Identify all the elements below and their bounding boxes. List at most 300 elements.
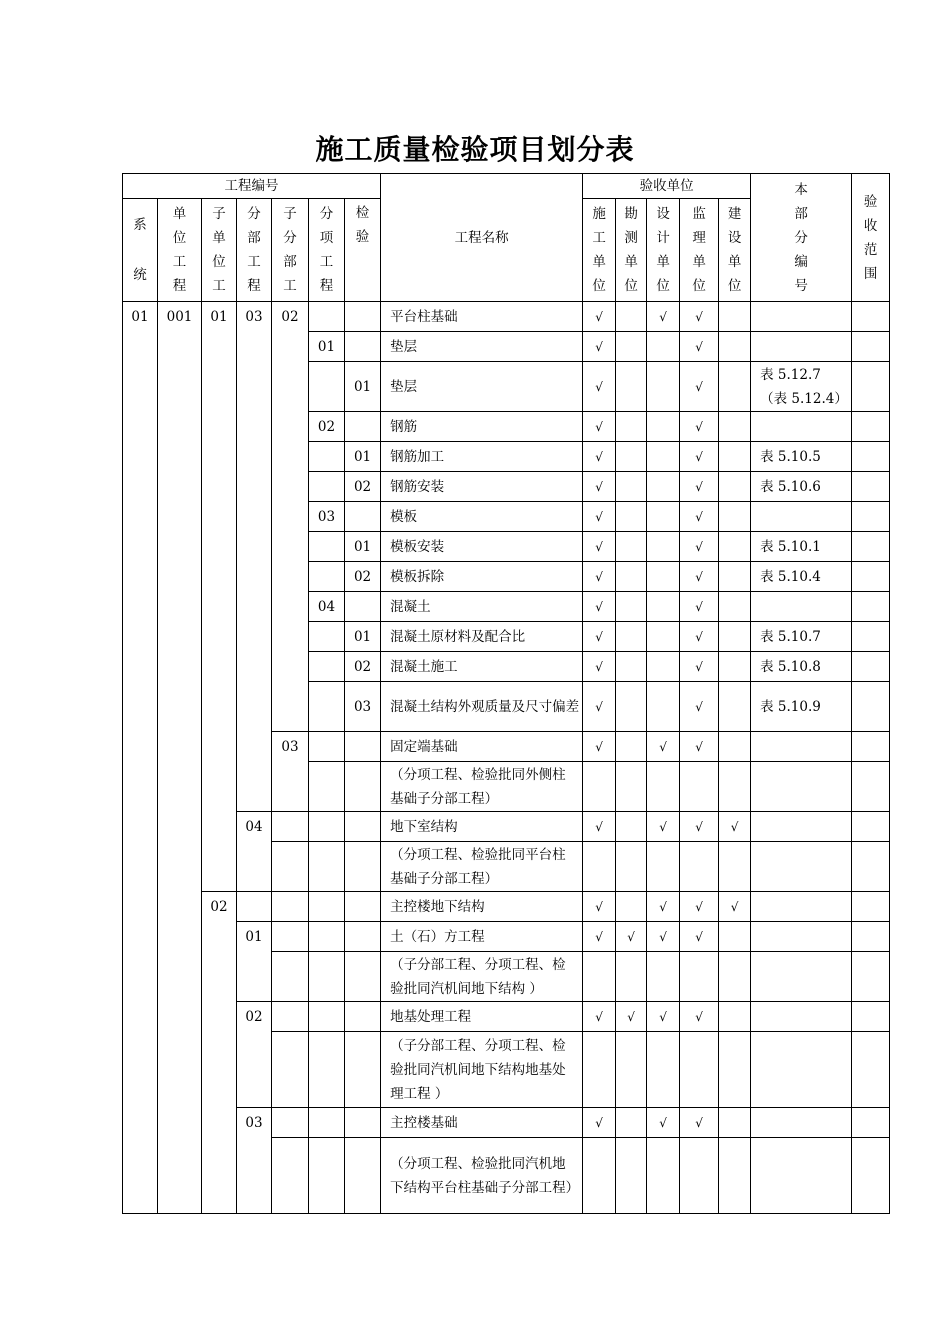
check-sg: √ [583,362,616,412]
header-group-accept: 验收单位 [583,174,751,199]
table-ref [751,1032,852,1108]
check-kc [616,532,647,562]
check-kc [616,762,647,812]
check-kc [616,332,647,362]
code-cell-c7: 01 [345,362,381,412]
table-ref [751,892,852,922]
item-name: 模板 [381,502,583,532]
check-sg: √ [583,732,616,762]
header-char: 验 [863,193,878,210]
code-cell-c6 [309,922,345,952]
check-sg [583,762,616,812]
header-char: 设 [656,206,670,222]
code-cell-c7: 01 [345,532,381,562]
table-ref: 表 5.10.5 [751,442,852,472]
table-ref [751,332,852,362]
check-js [719,1002,751,1032]
item-name: 模板安装 [381,532,583,562]
check-kc [616,442,647,472]
code-cell-c5 [272,842,309,892]
table-row [123,1002,890,1032]
code-cell-c7: 02 [345,472,381,502]
check-sg: √ [583,302,616,332]
check-sg: √ [583,472,616,502]
check-sj [647,622,680,652]
item-name: 垫层 [381,332,583,362]
header-char: 分 [247,206,261,222]
item-name: 模板拆除 [381,562,583,592]
item-name: （子分部工程、分项工程、检验批同汽机间地下结构地基处理工程 ） [381,1032,583,1108]
scope-cell [852,1138,890,1214]
table-row [123,1108,890,1138]
scope-cell [852,472,890,502]
check-sj: √ [647,812,680,842]
check-kc [616,1108,647,1138]
table-ref: 表 5.12.7（表 5.12.4） [751,362,852,412]
scope-cell [852,1002,890,1032]
header-char: 工 [319,254,334,270]
check-js [719,922,751,952]
code-cell-c3: 01 [202,302,237,892]
code-cell-c5 [272,952,309,1002]
header-char: 程 [319,278,334,294]
check-jl [680,1138,719,1214]
check-js [719,332,751,362]
check-jl [680,762,719,812]
check-sg [583,842,616,892]
header-char: 统 [133,267,147,283]
check-sj [647,502,680,532]
scope-cell [852,732,890,762]
code-cell-c7 [345,812,381,842]
check-kc [616,952,647,1002]
header-char: 子 [283,206,297,222]
check-kc [616,622,647,652]
check-js [719,502,751,532]
code-cell-c6 [309,762,345,812]
header-xitong [123,199,158,302]
header-char: 本 [794,181,808,198]
table-ref [751,762,852,812]
check-sj [647,332,680,362]
check-sj: √ [647,732,680,762]
item-name: 钢筋安装 [381,472,583,502]
item-name: 钢筋加工 [381,442,583,472]
header-char: 围 [863,265,878,282]
header-char: 部 [247,230,261,246]
code-cell-c6 [309,682,345,732]
code-cell-c7 [345,1032,381,1108]
code-cell-c6: 04 [309,592,345,622]
check-sj [647,532,680,562]
code-cell-c6 [309,532,345,562]
check-kc [616,1032,647,1108]
check-jl: √ [680,892,719,922]
table-ref: 表 5.10.1 [751,532,852,562]
code-cell-c6 [309,732,345,762]
code-cell-c6 [309,652,345,682]
header-danwei [158,199,202,302]
check-kc [616,592,647,622]
check-sj [647,562,680,592]
inspection-table [122,173,890,1214]
check-sg: √ [583,532,616,562]
item-name: 主控楼基础 [381,1108,583,1138]
code-cell-c7 [345,732,381,762]
table-row [123,812,890,842]
check-sg: √ [583,812,616,842]
table-row [123,892,890,922]
code-cell-c7: 01 [345,442,381,472]
code-cell-c6 [309,952,345,1002]
check-js [719,1138,751,1214]
check-sj [647,842,680,892]
header-char: 分 [319,206,334,222]
code-cell-c7 [345,412,381,442]
header-char: 位 [656,278,670,294]
scope-cell [852,762,890,812]
check-sj: √ [647,1108,680,1138]
header-shigong [583,199,616,302]
check-sj: √ [647,1002,680,1032]
scope-cell [852,592,890,622]
check-js [719,362,751,412]
code-cell-c7 [345,922,381,952]
item-name: 钢筋 [381,412,583,442]
header-kance [616,199,647,302]
header-char: 号 [794,277,808,294]
check-js [719,762,751,812]
header-char: 监 [692,206,706,222]
header-zifenbu [272,199,309,302]
table-ref: 表 5.10.6 [751,472,852,502]
header-char: 位 [692,278,706,294]
check-js [719,532,751,562]
header-char: 程 [247,278,261,294]
check-jl: √ [680,812,719,842]
header-char: 单 [592,254,606,270]
check-sj [647,592,680,622]
check-jl [680,952,719,1002]
item-name: 混凝土 [381,592,583,622]
check-js [719,682,751,732]
header-char: 单 [656,254,670,270]
check-sg: √ [583,442,616,472]
check-jl: √ [680,732,719,762]
scope-cell [852,682,890,732]
header-char: 单 [172,206,187,222]
header-char: 工 [592,230,606,246]
item-name: 混凝土结构外观质量及尺寸偏差 [381,682,583,732]
header-char: 设 [727,230,742,246]
code-cell-c7 [345,952,381,1002]
check-js [719,952,751,1002]
check-sg: √ [583,502,616,532]
item-name: （分项工程、检验批同外侧柱基础子分部工程） [381,762,583,812]
header-char: 编 [794,253,808,270]
check-kc [616,412,647,442]
scope-cell [852,442,890,472]
code-cell-c6 [309,892,345,922]
header-group-code: 工程编号 [123,174,381,199]
scope-cell [852,622,890,652]
page-title: 施工质量检验项目划分表 [315,133,635,166]
header-char: 工 [212,278,226,294]
check-kc: √ [616,1002,647,1032]
code-cell-c7 [345,1138,381,1214]
check-jl: √ [680,362,719,412]
header-char: 位 [592,278,606,294]
check-jl: √ [680,592,719,622]
check-js [719,652,751,682]
check-sj [647,1138,680,1214]
item-name: 混凝土原材料及配合比 [381,622,583,652]
header-char: 部 [283,254,297,270]
code-cell-c5 [272,812,309,842]
header-jianyan [345,199,381,302]
check-jl: √ [680,332,719,362]
check-jl: √ [680,442,719,472]
check-js [719,1108,751,1138]
code-cell-c7 [345,302,381,332]
scope-cell [852,532,890,562]
check-sg: √ [583,562,616,592]
check-sj [647,682,680,732]
check-js [719,732,751,762]
code-cell-c2: 001 [158,302,202,1214]
check-kc [616,652,647,682]
table-ref [751,922,852,952]
check-sg: √ [583,1108,616,1138]
check-js [719,472,751,502]
check-js: √ [719,812,751,842]
header-char: 系 [133,217,147,233]
check-sg: √ [583,682,616,732]
header-char: 施 [592,206,606,222]
check-kc [616,472,647,502]
check-kc [616,842,647,892]
scope-cell [852,812,890,842]
table-ref [751,812,852,842]
item-name: 混凝土施工 [381,652,583,682]
code-cell-c6 [309,1138,345,1214]
check-sj [647,762,680,812]
check-sg: √ [583,892,616,922]
item-name: 地基处理工程 [381,1002,583,1032]
code-cell-c4: 04 [237,812,272,892]
header-char: 单 [624,254,638,270]
item-name: 地下室结构 [381,812,583,842]
check-sj [647,442,680,472]
header-char: 范 [863,241,878,258]
table-row [123,922,890,952]
header-char: 理 [692,230,706,246]
item-name: （分项工程、检验批同汽机地下结构平台柱基础子分部工程） [381,1138,583,1214]
code-cell-c5 [272,1108,309,1138]
header-char: 单 [692,254,706,270]
code-cell-c7: 03 [345,682,381,732]
table-ref [751,952,852,1002]
check-jl: √ [680,472,719,502]
code-cell-c7 [345,892,381,922]
check-jl: √ [680,1108,719,1138]
header-jianshe [719,199,751,302]
code-cell-c7 [345,842,381,892]
check-jl: √ [680,622,719,652]
code-cell-c6: 03 [309,502,345,532]
check-sg: √ [583,592,616,622]
table-ref [751,412,852,442]
item-name: 土（石）方工程 [381,922,583,952]
table-ref [751,502,852,532]
code-cell-c6 [309,442,345,472]
code-cell-c5 [272,1002,309,1032]
header-char: 单 [212,230,226,246]
table-ref [751,732,852,762]
code-cell-c6 [309,302,345,332]
code-cell-c6 [309,1108,345,1138]
code-cell-c7: 02 [345,652,381,682]
code-cell-c4: 03 [237,302,272,812]
check-sj: √ [647,892,680,922]
scope-cell [852,652,890,682]
table-ref: 表 5.10.9 [751,682,852,732]
code-cell-c4: 03 [237,1108,272,1214]
code-cell-c6 [309,842,345,892]
check-sj [647,412,680,442]
check-kc [616,302,647,332]
code-cell-c7 [345,1002,381,1032]
code-cell-c7 [345,502,381,532]
check-sg: √ [583,922,616,952]
check-kc [616,682,647,732]
scope-cell [852,502,890,532]
header-jianli [680,199,719,302]
check-sg: √ [583,332,616,362]
check-js [719,442,751,472]
code-cell-c6 [309,622,345,652]
code-cell-c7 [345,592,381,622]
header-char: 收 [863,217,878,234]
table-ref [751,302,852,332]
table-ref [751,1002,852,1032]
check-sg: √ [583,1002,616,1032]
check-kc [616,562,647,592]
header-char: 单 [727,254,742,270]
check-sj: √ [647,922,680,952]
header-char: 验 [355,229,370,245]
table-ref [751,842,852,892]
check-kc [616,892,647,922]
table-ref: 表 5.10.7 [751,622,852,652]
table-ref: 表 5.10.4 [751,562,852,592]
check-kc [616,502,647,532]
scope-cell [852,892,890,922]
check-sj [647,362,680,412]
item-name: 固定端基础 [381,732,583,762]
check-sj [647,652,680,682]
header-char: 勘 [624,206,638,222]
check-jl: √ [680,682,719,732]
table-row [123,302,890,332]
check-js [719,1032,751,1108]
header-char: 位 [212,254,226,270]
header-char: 部 [794,205,808,222]
table-ref [751,1138,852,1214]
check-js [719,412,751,442]
code-cell-c4: 01 [237,922,272,1002]
code-cell-c7: 01 [345,622,381,652]
check-jl: √ [680,1002,719,1032]
check-jl: √ [680,502,719,532]
item-name: （分项工程、检验批同平台柱基础子分部工程） [381,842,583,892]
header-char: 子 [212,206,226,222]
scope-cell [852,562,890,592]
code-cell-c6 [309,562,345,592]
scope-cell [852,332,890,362]
code-cell-c7: 02 [345,562,381,592]
check-sg [583,952,616,1002]
header-char: 位 [172,230,187,246]
header-name: 工程名称 [381,174,583,302]
code-cell-c6 [309,1002,345,1032]
scope-cell [852,1032,890,1108]
item-name: （子分部工程、分项工程、检验批同汽机间地下结构 ） [381,952,583,1002]
check-jl [680,1032,719,1108]
check-kc [616,732,647,762]
header-sheji [647,199,680,302]
code-cell-c4 [237,892,272,922]
code-cell-c5 [272,892,309,922]
check-js: √ [719,892,751,922]
check-sj [647,1032,680,1108]
check-jl: √ [680,532,719,562]
code-cell-c7 [345,1108,381,1138]
table-ref [751,1108,852,1138]
check-jl: √ [680,922,719,952]
header-char: 测 [624,230,638,246]
header-char: 工 [283,278,297,294]
header-char: 分 [283,230,297,246]
check-jl: √ [680,302,719,332]
code-cell-c6 [309,812,345,842]
check-kc [616,812,647,842]
code-cell-c1: 01 [123,302,158,1214]
code-cell-c5 [272,1138,309,1214]
check-jl: √ [680,652,719,682]
check-kc [616,362,647,412]
check-sj [647,952,680,1002]
code-cell-c7 [345,762,381,812]
header-char: 位 [624,278,638,294]
check-js [719,562,751,592]
header-char: 项 [319,230,334,246]
check-sg: √ [583,622,616,652]
item-name: 垫层 [381,362,583,412]
header-fenxiang [309,199,345,302]
code-cell-c6 [309,472,345,502]
table-ref [751,592,852,622]
header-char: 程 [172,278,187,294]
code-cell-c6: 02 [309,412,345,442]
code-cell-c3: 02 [202,892,237,1214]
check-js [719,622,751,652]
code-cell-c5: 02 [272,302,309,732]
code-cell-c7 [345,332,381,362]
code-cell-c6 [309,1032,345,1108]
scope-cell [852,842,890,892]
check-sg: √ [583,652,616,682]
